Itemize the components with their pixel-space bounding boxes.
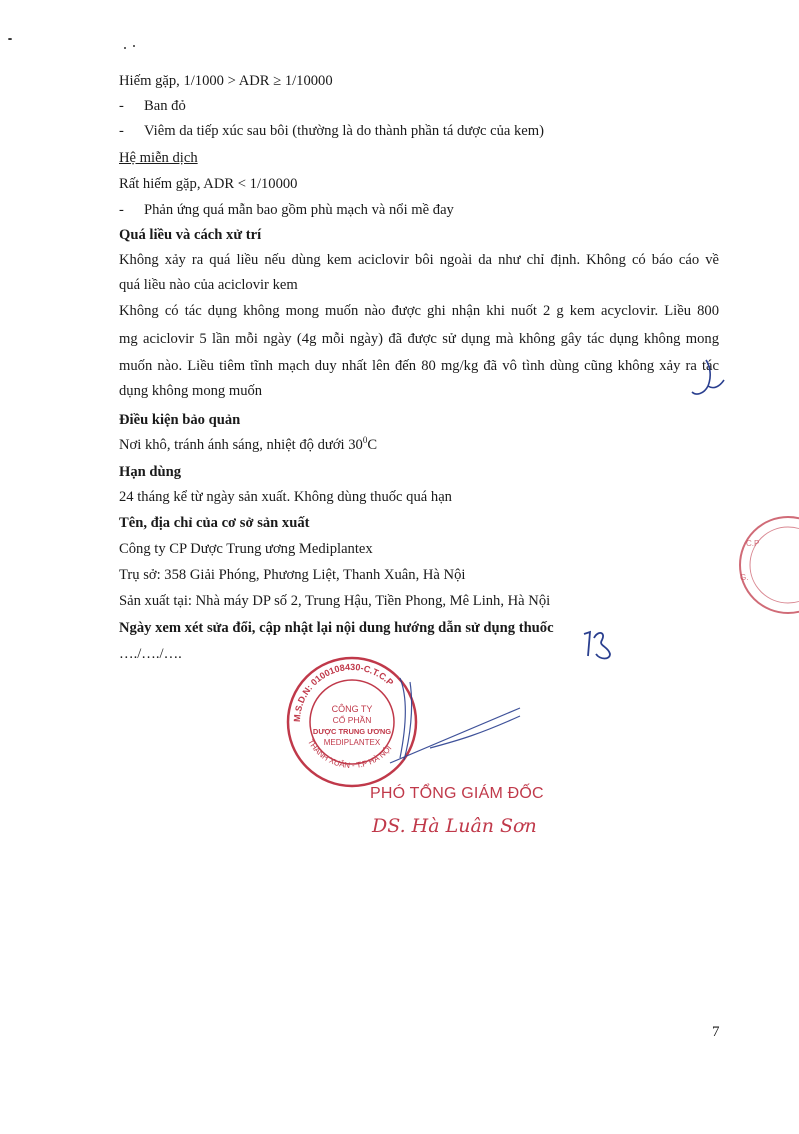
overdose-paragraph-line: quá liều nào của aciclovir kem xyxy=(119,277,298,293)
manufacturer-heading: Tên, địa chỉ của cơ sở sản xuất xyxy=(119,515,310,531)
list-item: - Viêm da tiếp xúc sau bôi (thường là do thành phần tá dược của kem) xyxy=(119,123,544,139)
scan-speck xyxy=(8,38,12,40)
immune-system-heading: Hệ miễn dịch xyxy=(119,150,198,166)
company-name: Công ty CP Dược Trung ương Mediplantex xyxy=(119,541,373,557)
handwritten-mark-icon xyxy=(688,356,728,404)
stamp-ring-text: M.S.D.N: 0100108430-C.T.C.P xyxy=(291,661,396,723)
rare-frequency-line: Hiếm gặp, 1/1000 > ADR ≥ 1/10000 xyxy=(119,73,333,89)
scan-speck xyxy=(133,45,135,47)
shelf-life-heading: Hạn dùng xyxy=(119,464,182,480)
overdose-paragraph-line: dụng không mong muốn xyxy=(119,383,263,399)
degree-sup: 0 xyxy=(362,435,368,446)
very-rare-frequency-line: Rất hiếm gặp, ADR < 1/10000 xyxy=(119,176,298,192)
partial-stamp-icon xyxy=(728,510,799,620)
list-item-text: Phản ứng quá mẫn bao gồm phù mạch và nổi mề đay xyxy=(144,202,454,218)
svg-text:G.: G. xyxy=(740,573,749,582)
storage-heading: Điều kiện bảo quản xyxy=(119,412,241,428)
revision-date-placeholder: …./…./…. xyxy=(119,646,182,662)
stamp-bottom-text: THANH XUÂN - T.P HÀ NỘI xyxy=(305,737,394,771)
temperature-unit: C xyxy=(367,437,378,453)
shelf-life-text: 24 tháng kể từ ngày sản xuất. Không dùng thuốc quá hạn xyxy=(119,489,452,505)
list-item-text: Ban đỏ xyxy=(144,98,186,114)
stamp-line-3: DƯỢC TRUNG ƯƠNG xyxy=(312,727,392,736)
signatory-name: DS. Hà Luân Sơn xyxy=(372,815,537,837)
svg-text:C.P: C.P xyxy=(746,539,760,548)
stamp-line-4: MEDIPLANTEX xyxy=(323,738,381,747)
list-item-text: Viêm da tiếp xúc sau bôi (thường là do thành phần tá dược của kem) xyxy=(144,123,544,139)
signatory-title: PHÓ TỔNG GIÁM ĐỐC xyxy=(370,785,544,802)
signature-strokes-icon xyxy=(370,668,530,768)
factory-address: Sản xuất tại: Nhà máy DP số 2, Trung Hậu, Tiền Phong, Mê Linh, Hà Nội xyxy=(119,593,551,609)
list-item: - Ban đỏ xyxy=(119,98,186,114)
overdose-paragraph-line: Không có tác dụng không mong muốn nào được ghi nhận khi nuốt 2 g kem acyclovir. Liều 800 xyxy=(119,303,719,319)
overdose-paragraph-line: Không xảy ra quá liều nếu dùng kem aciclovir bôi ngoài da như chỉ định. Không có báo cáo về xyxy=(119,252,719,268)
revision-heading: Ngày xem xét sửa đổi, cập nhật lại nội dung hướng dẫn sử dụng thuốc xyxy=(119,620,554,636)
page-number: 7 xyxy=(712,1024,720,1040)
stamp-line-1: CÔNG TY xyxy=(331,704,373,714)
scan-speck xyxy=(124,47,126,49)
overdose-paragraph-line: muốn nào. Liều tiêm tĩnh mạch duy nhất lên đến 80 mg/kg đã vô tình dùng cũng không xảy ra tác xyxy=(119,358,719,374)
storage-text-main: Nơi khô, tránh ánh sáng, nhiệt độ dưới 30 xyxy=(119,437,363,453)
overdose-heading: Quá liều và cách xử trí xyxy=(119,227,262,243)
overdose-paragraph-line: mg aciclovir 5 lần mỗi ngày (4g mỗi ngày) đã được sử dụng mà không gây tác dụng không mong xyxy=(119,331,719,347)
storage-text xyxy=(119,436,377,454)
stamp-line-2: CỔ PHẦN xyxy=(332,715,372,725)
list-item: - Phản ứng quá mẫn bao gồm phù mạch và nổi mề đay xyxy=(119,202,454,218)
handwritten-initials-icon xyxy=(580,624,620,664)
head-office-address: Trụ sở: 358 Giải Phóng, Phương Liệt, Thanh Xuân, Hà Nội xyxy=(119,567,466,583)
